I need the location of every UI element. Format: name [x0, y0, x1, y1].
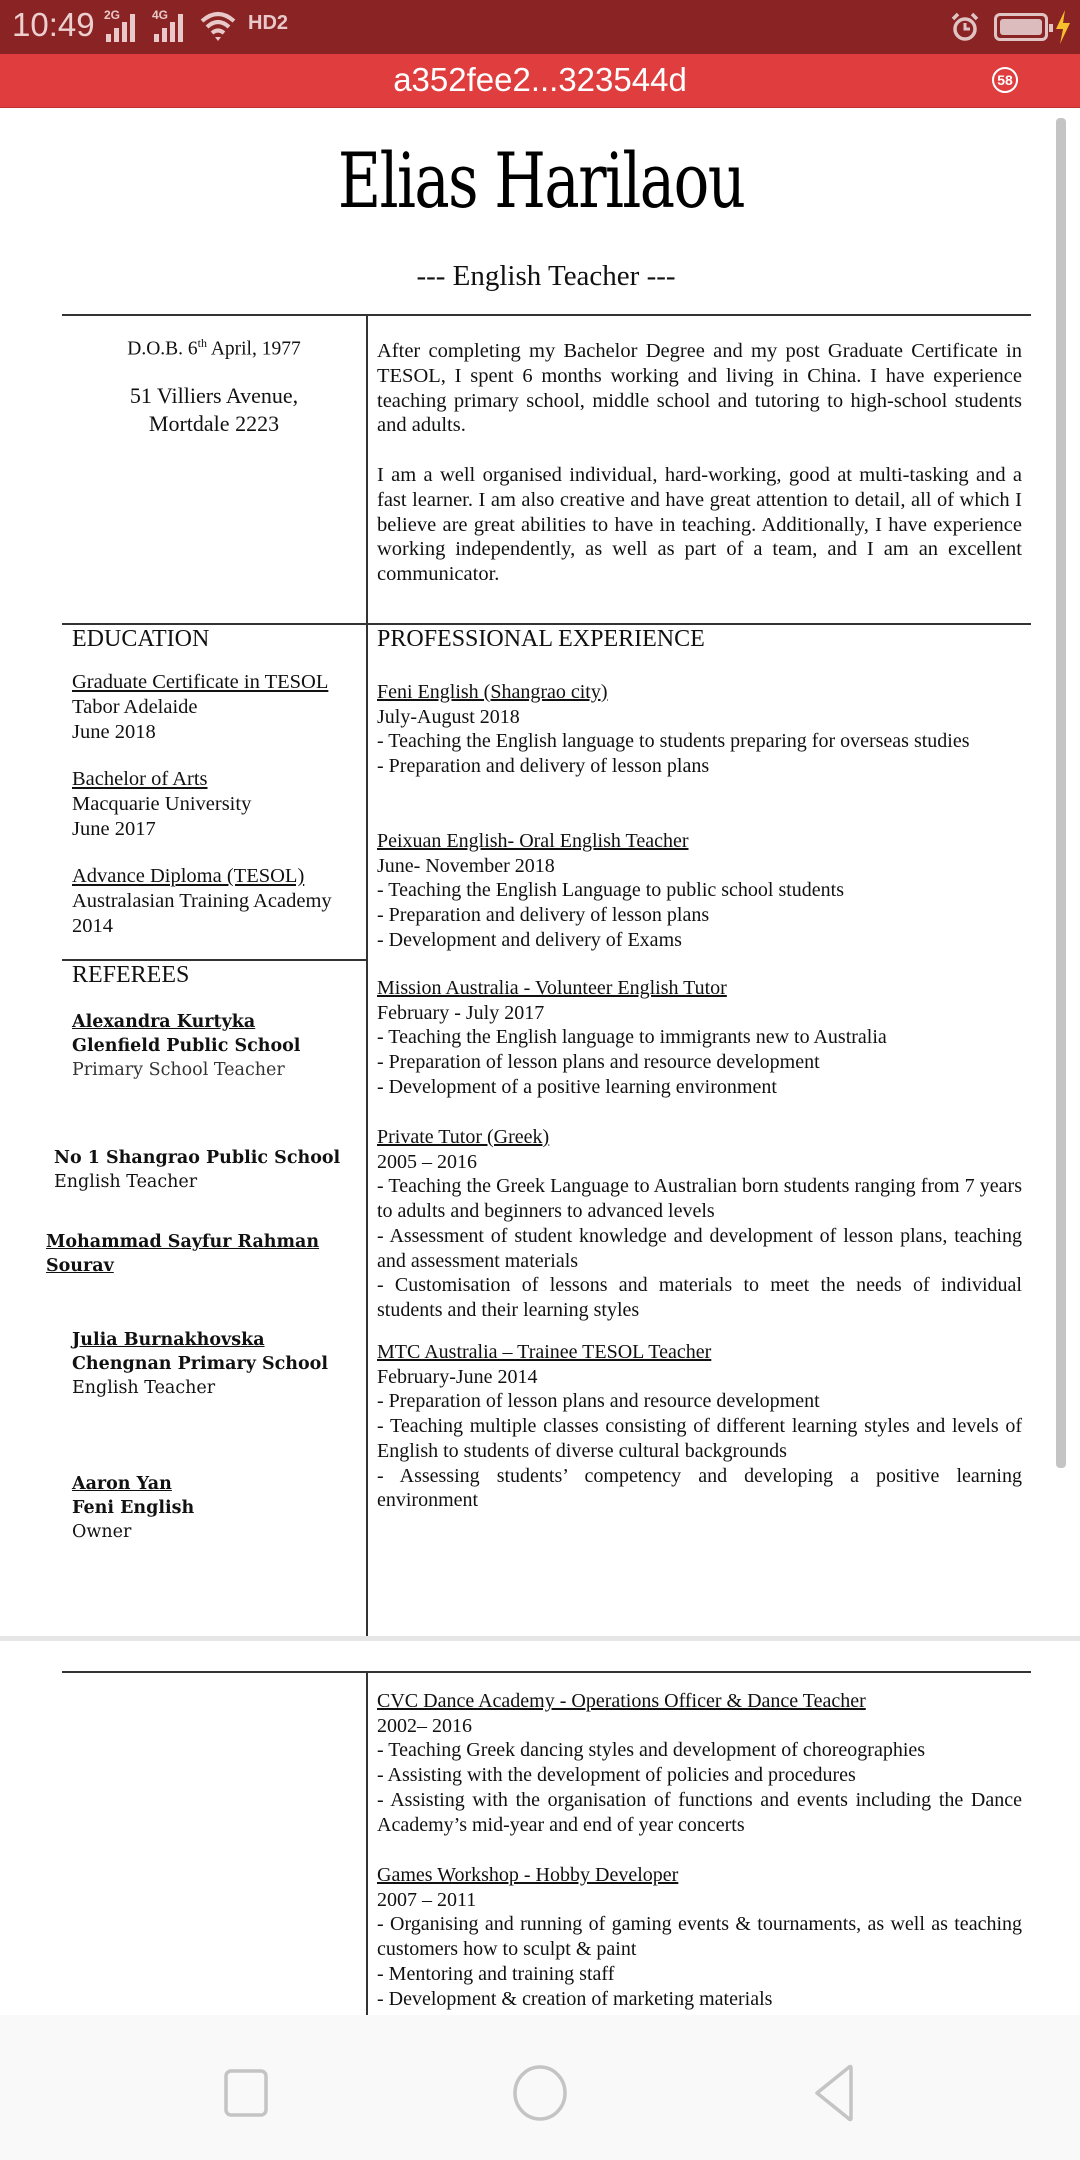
experience-item	[377, 1340, 1022, 1513]
experience-bullet: - Teaching the English Language to public school students	[377, 879, 845, 902]
experience-title: MTC Australia – Trainee TESOL Teacher	[377, 1341, 712, 1363]
column-divider	[366, 314, 368, 1656]
divider-line	[62, 314, 1031, 316]
referee-organisation: Feni English	[72, 1498, 195, 1518]
column-divider	[366, 1671, 368, 2015]
charging-icon	[1054, 10, 1072, 44]
experience-date: February-June 2014	[377, 1365, 538, 1388]
experience-item	[377, 976, 1022, 1100]
experience-bullet: - Teaching the English language to students preparing for overseas studies	[377, 730, 970, 753]
experience-heading: PROFESSIONAL EXPERIENCE	[377, 626, 705, 652]
home-icon[interactable]	[510, 2063, 570, 2123]
summary-paragraph: I am a well organised individual, hard-working, good at multi-tasking and a fast learner. I am also creative and have great attention to detail, all of which I believe are great abilities to have in teaching. Additionally, I have experience working independently, as well as part of a team, and I am an excellent communicator.	[377, 463, 1022, 586]
education-title: Bachelor of Arts	[72, 768, 208, 790]
document-title-bar	[0, 54, 1080, 108]
summary-paragraph: After completing my Bachelor Degree and my post Graduate Certificate in TESOL, I spent 6 months working and living in China. I have experience teaching primary school, middle school and tutoring to high-school students and adults.	[377, 340, 1022, 437]
referee-item	[72, 1010, 300, 1082]
resume-name: Elias Harilaou	[337, 136, 745, 225]
experience-bullet: - Organising and running of gaming events & tournaments, as well as teaching customers how to sculpt & paint	[377, 1913, 1022, 1961]
document-page-2	[0, 1641, 1080, 2015]
experience-date: June- November 2018	[377, 854, 555, 877]
education-institution: Australasian Training Academy	[72, 890, 332, 912]
status-time: 10:49	[12, 6, 95, 43]
referee-name: Julia Burnakhovska	[72, 1330, 265, 1350]
education-title: Advance Diploma (TESOL)	[72, 865, 305, 887]
document-page-1	[0, 108, 1080, 1636]
experience-bullet: - Development & creation of marketing materials	[377, 1987, 773, 2010]
education-heading: EDUCATION	[72, 626, 210, 652]
referee-organisation: Glenfield Public School	[72, 1036, 301, 1056]
referee-item	[54, 1146, 340, 1194]
experience-bullet: - Development of a positive learning environment	[377, 1075, 777, 1098]
referee-role: English Teacher	[72, 1378, 216, 1398]
experience-date: February - July 2017	[377, 1001, 545, 1024]
education-institution: Tabor Adelaide	[72, 696, 198, 718]
referees-heading: REFEREES	[72, 962, 190, 988]
experience-item	[377, 1689, 1022, 1837]
experience-bullet: - Teaching the Greek Language to Australian born students ranging from 7 years to adults and beginners to advanced levels	[377, 1175, 1022, 1223]
experience-bullet: - Preparation of lesson plans and resource development	[377, 1390, 820, 1413]
referee-role: Owner	[72, 1522, 132, 1542]
experience-bullet: - Preparation of lesson plans and resource development	[377, 1051, 820, 1074]
education-item	[72, 670, 362, 745]
profile-summary	[377, 339, 1022, 587]
recents-icon[interactable]	[216, 2063, 276, 2123]
battery-icon	[994, 13, 1048, 41]
education-institution: Macquarie University	[72, 793, 252, 815]
wifi-icon	[200, 10, 236, 42]
hd-call-icon: HD2	[248, 12, 289, 34]
referee-organisation: Chengnan Primary School	[72, 1354, 328, 1374]
experience-bullet: - Development and delivery of Exams	[377, 928, 682, 951]
education-list	[72, 670, 362, 961]
experience-bullet: - Teaching multiple classes consisting of different learning styles and levels of English to students of diverse cultural backgrounds	[377, 1415, 1022, 1462]
education-item	[72, 767, 362, 842]
signal-icon	[152, 10, 192, 42]
status-bar	[0, 0, 1080, 54]
experience-bullet: - Assisting with the organisation of functions and events including the Dance Academy’s mid-year and end of year concerts	[377, 1788, 1022, 1836]
address	[62, 382, 366, 438]
experience-title: Feni English (Shangrao city)	[377, 681, 608, 703]
navigation-bar	[0, 2015, 1080, 2160]
experience-bullet: - Teaching Greek dancing styles and development of choreographies	[377, 1739, 926, 1762]
experience-title: Mission Australia - Volunteer English Tutor	[377, 977, 727, 999]
resume-role: --- English Teacher ---	[416, 260, 676, 292]
scrollbar[interactable]	[1056, 118, 1066, 1468]
experience-date: July-August 2018	[377, 705, 520, 728]
experience-date: 2002– 2016	[377, 1714, 472, 1737]
referee-name: Aaron Yan	[72, 1474, 172, 1494]
experience-title: Private Tutor (Greek)	[377, 1126, 550, 1148]
experience-item	[377, 1863, 1022, 2011]
divider-line	[62, 1671, 1031, 1673]
experience-bullet: - Assessment of student knowledge and development of lesson plans, teaching and assessment materials	[377, 1224, 1022, 1272]
signal-label: 4G	[152, 8, 169, 22]
experience-date: 2007 – 2011	[377, 1888, 477, 1911]
signal-label: 2G	[104, 8, 121, 22]
referee-organisation: No 1 Shangrao Public School	[54, 1148, 341, 1168]
address-line: 51 Villiers Avenue,	[129, 383, 299, 408]
education-date: 2014	[72, 915, 113, 937]
referee-name: Mohammad Sayfur Rahman Sourav	[46, 1232, 320, 1276]
referee-item	[72, 1472, 194, 1544]
referee-item	[46, 1230, 326, 1278]
referee-role: Primary School Teacher	[72, 1060, 285, 1080]
experience-title: Peixuan English- Oral English Teacher	[377, 830, 689, 852]
experience-item	[377, 829, 1022, 953]
experience-bullet: - Assisting with the development of policies and procedures	[377, 1764, 856, 1787]
referee-item	[72, 1328, 328, 1400]
experience-title: CVC Dance Academy - Operations Officer & Dance Teacher	[377, 1690, 866, 1712]
date-of-birth: D.O.B. 6th April, 1977	[127, 336, 301, 360]
experience-item	[377, 1125, 1022, 1323]
address-line: Mortdale 2223	[148, 411, 280, 436]
experience-bullet: - Customisation of lessons and materials to meet the needs of individual students and their learning styles	[377, 1274, 1022, 1321]
experience-bullet: - Preparation and delivery of lesson plans	[377, 755, 710, 778]
page-count-badge[interactable]: 58	[992, 67, 1018, 93]
education-date: June 2018	[72, 721, 156, 743]
experience-date: 2005 – 2016	[377, 1150, 477, 1173]
signal-icon	[104, 10, 144, 42]
experience-bullet: - Teaching the English language to immigrants new to Australia	[377, 1026, 887, 1049]
education-item	[72, 864, 362, 939]
experience-item	[377, 680, 1022, 779]
experience-bullet: - Assessing students’ competency and developing a positive learning environment	[377, 1464, 1022, 1512]
referee-role: English Teacher	[54, 1172, 198, 1192]
experience-bullet: - Mentoring and training staff	[377, 1962, 615, 1985]
experience-bullet: - Preparation and delivery of lesson plans	[377, 904, 710, 927]
education-date: June 2017	[72, 818, 156, 840]
education-title: Graduate Certificate in TESOL	[72, 671, 329, 693]
experience-title: Games Workshop - Hobby Developer	[377, 1864, 679, 1886]
alarm-icon	[950, 12, 980, 42]
document-title: a352fee2...323544d	[393, 61, 687, 98]
back-icon[interactable]	[804, 2063, 864, 2123]
referee-name: Alexandra Kurtyka	[72, 1012, 256, 1032]
